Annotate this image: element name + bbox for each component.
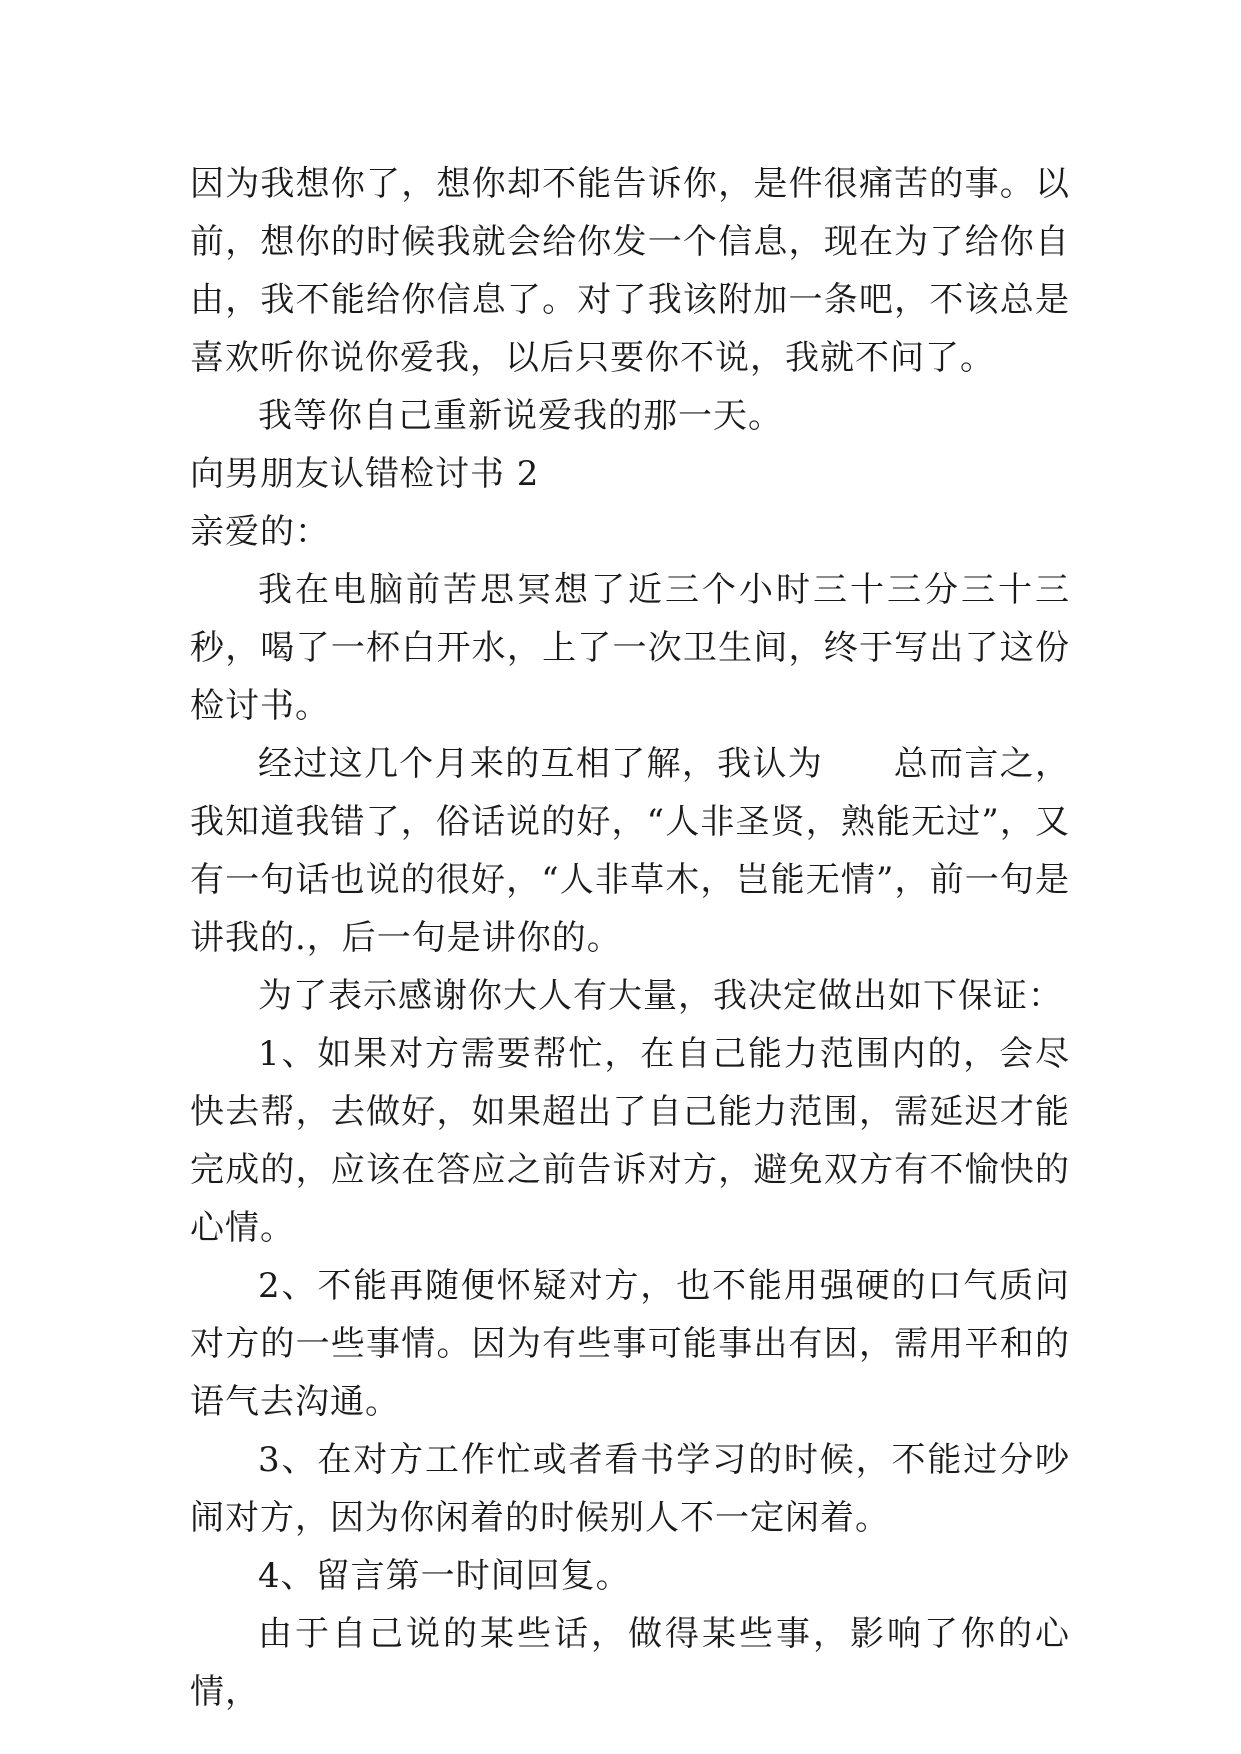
pledge-item-1: 1、如果对方需要帮忙，在自己能力范围内的，会尽快去帮，去做好，如果超出了自己能力范围，需延迟才能完成的，应该在答应之前告诉对方，避免双方有不愉快的心情。 (190, 1034, 1070, 1248)
document-body (190, 155, 1070, 1721)
paragraph-intro: 因为我想你了，想你却不能告诉你，是件很痛苦的事。以前，想你的时候我就会给你发一个信息，现在为了给你自由，我不能给你信息了。对了我该附加一条吧，不该总是喜欢听你说你爱我，以后只要你不说，我就不问了。 (190, 164, 1070, 378)
pledge-item-4: 4、留言第一时间回复。 (258, 1556, 631, 1596)
paragraph-closing: 由于自己说的某些话，做得某些事，影响了你的心情， (190, 1614, 1070, 1712)
paragraph-waiting: 我等你自己重新说爱我的那一天。 (258, 396, 783, 436)
salutation: 亲爱的： (190, 512, 330, 552)
document-title: 向男朋友认错检讨书 2 (190, 454, 540, 494)
paragraph-pledge-intro: 为了表示感谢你大人有大量，我决定做出如下保证： (258, 976, 1063, 1016)
pledge-item-2: 2、不能再随便怀疑对方，也不能用强硬的口气质问对方的一些事情。因为有些事可能事出有因，需用平和的语气去沟通。 (190, 1266, 1070, 1422)
paragraph-admission: 经过这几个月来的互相了解，我认为 总而言之，我知道我错了，俗话说的好，“人非圣贤，熟能无过”，又有一句话也说的很好，“人非草木，岂能无情”，前一句是讲我的.，后一句是讲你的。 (190, 744, 1070, 958)
pledge-item-3: 3、在对方工作忙或者看书学习的时候，不能过分吵闹对方，因为你闲着的时候别人不一定闲着。 (190, 1440, 1070, 1538)
paragraph-opening: 我在电脑前苦思冥想了近三个小时三十三分三十三秒，喝了一杯白开水，上了一次卫生间，终于写出了这份检讨书。 (190, 570, 1070, 726)
